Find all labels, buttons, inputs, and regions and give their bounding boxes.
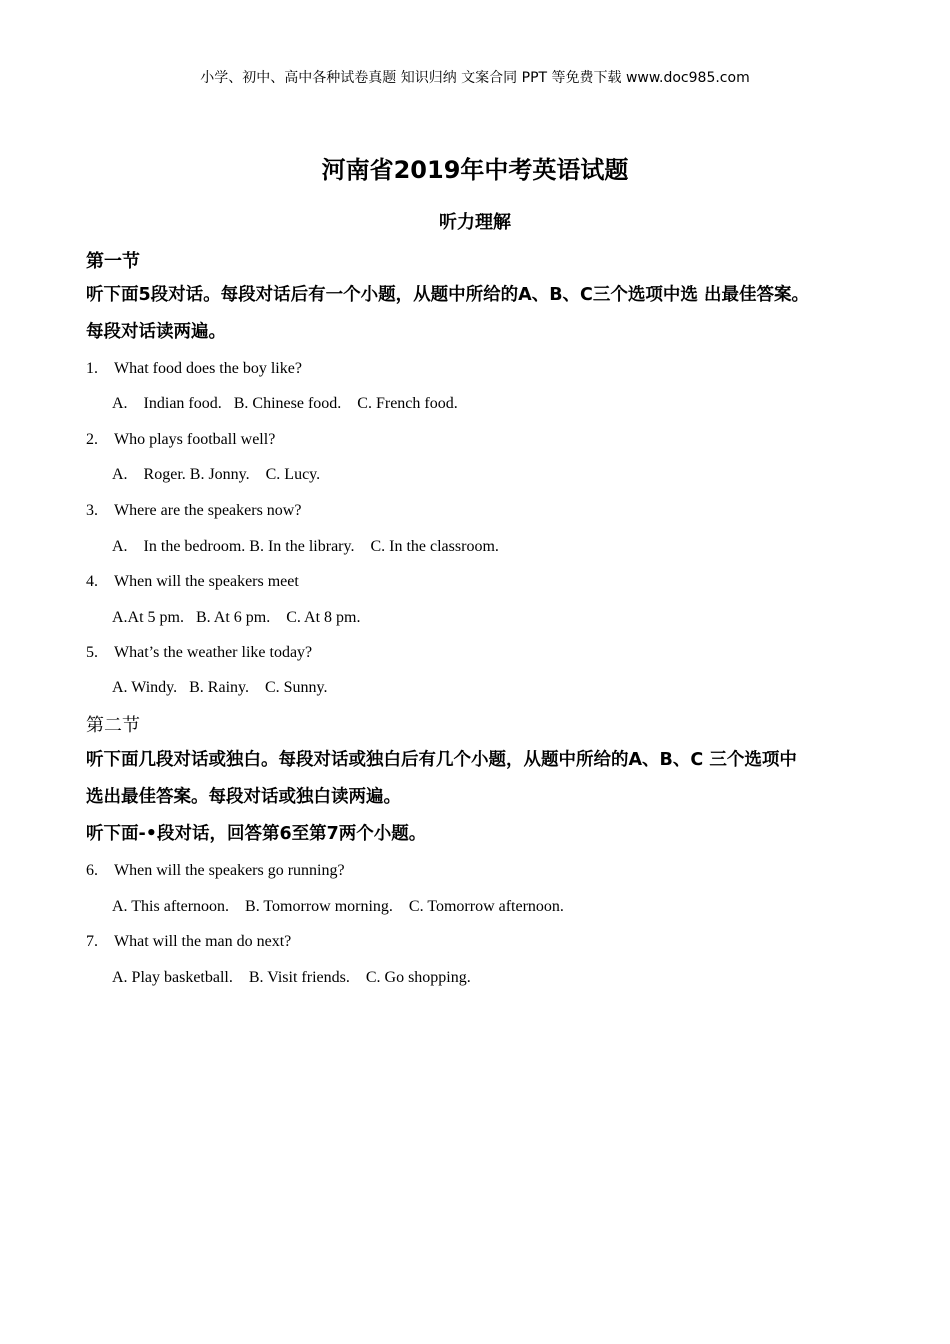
question-4-options: A.At 5 pm. B. At 6 pm. C. At 8 pm. (112, 609, 361, 626)
question-5-options: A. Windy. B. Rainy. C. Sunny. (112, 679, 328, 696)
question-2-options: A. Roger. B. Jonny. C. Lucy. (112, 466, 321, 483)
question-number: 7. (86, 933, 98, 950)
question-7-options: A. Play basketball. B. Visit friends. C. Go shopping. (112, 969, 471, 986)
exam-subtitle: 听力理解 (439, 212, 511, 233)
question-number: 6. (86, 862, 98, 879)
section2-instruction-line3: 听下面-•段对话，回答第6至第7两个小题。 (86, 824, 427, 844)
question-6-options: A. This afternoon. B. Tomorrow morning. C. Tomorrow afternoon. (112, 898, 564, 915)
section1-heading: 第一节 (86, 251, 140, 272)
section1-instruction-line2: 每段对话读两遍。 (86, 322, 226, 342)
question-number: 5. (86, 644, 98, 661)
question-3 (86, 502, 301, 520)
section2-instruction-line1: 听下面几段对话或独白。每段对话或独白后有几个小题，从题中所给的A、B、C 三个选项中 (86, 750, 797, 770)
question-6 (86, 862, 345, 880)
question-text: When will the speakers go running? (114, 862, 345, 879)
question-text: When will the speakers meet (114, 573, 299, 590)
question-5 (86, 644, 312, 662)
question-3-options: A. In the bedroom. B. In the library. C. In the classroom. (112, 538, 499, 555)
question-1-options: A. Indian food. B. Chinese food. C. French food. (112, 395, 458, 412)
question-2 (86, 431, 275, 449)
question-text: What food does the boy like? (114, 360, 302, 377)
question-7 (86, 933, 291, 951)
section2-instruction-line2: 选出最佳答案。每段对话或独白读两遍。 (86, 787, 401, 807)
question-text: Who plays football well? (114, 431, 276, 448)
question-number: 4. (86, 573, 98, 590)
question-text: What will the man do next? (114, 933, 292, 950)
question-4 (86, 573, 299, 591)
exam-title: 河南省2019年中考英语试题 (321, 156, 629, 184)
question-text: What’s the weather like today? (114, 644, 313, 661)
question-text: Where are the speakers now? (114, 502, 302, 519)
question-number: 2. (86, 431, 98, 448)
section2-heading: 第二节 (86, 715, 140, 736)
question-1 (86, 360, 302, 378)
question-number: 1. (86, 360, 98, 377)
question-number: 3. (86, 502, 98, 519)
site-header-banner: 小学、初中、高中各种试卷真题 知识归纳 文案合同 PPT 等免费下载 www.doc985.com (200, 70, 750, 86)
section1-instruction-line1: 听下面5段对话。每段对话后有一个小题，从题中所给的A、B、C三个选项中选 出最佳答案。 (86, 285, 809, 305)
